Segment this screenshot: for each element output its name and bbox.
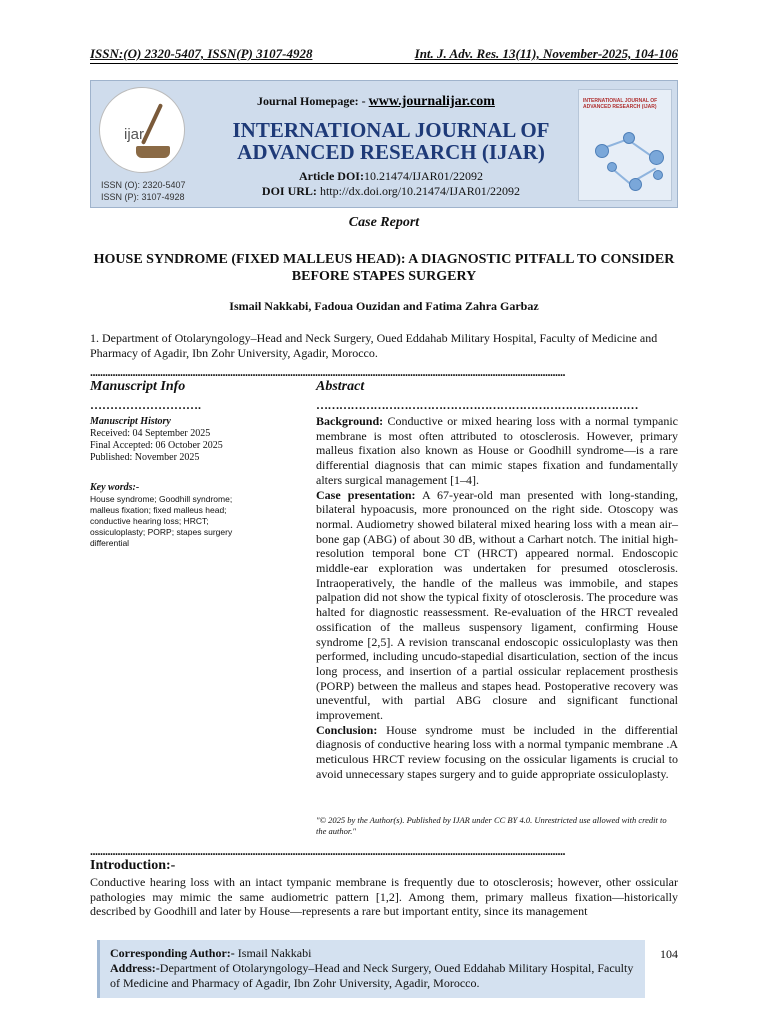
homepage-label: Journal Homepage: -: [257, 94, 366, 108]
article-type: Case Report: [348, 215, 420, 230]
doi-block: [211, 169, 571, 199]
issn-line: ISSN:(O) 2320-5407, ISSN(P) 3107-4928: [90, 46, 313, 61]
manuscript-history: [90, 416, 223, 464]
journal-cover: [578, 89, 672, 201]
journal-homepage: [257, 94, 495, 110]
article-affiliation: 1. Department of Otolaryngology–Head and Neck Surgery, Oued Eddahab Military Hospital, Faculty of Medicine and Pharmacy of Agadir, Ibn Zohr University, Agadir, Morocco.: [90, 331, 658, 360]
manuscript-info-divider: ……………………….: [90, 398, 201, 412]
molecule-atom: [595, 144, 609, 158]
case-label: Case presentation:: [316, 487, 416, 502]
address-text: Department of Otolaryngology–Head and Neck Surgery, Oued Eddahab Military Hospital, Faculty of Medicine and Pharmacy of Agadir, Ibn Zohr University, Agadir, Morocco.: [110, 961, 634, 990]
keywords-heading: Key words:-: [90, 482, 140, 493]
book-icon: [136, 146, 170, 158]
journal-name: [211, 119, 571, 163]
journal-name-line2: ADVANCED RESEARCH (IJAR): [237, 140, 545, 164]
molecule-atom: [623, 132, 635, 144]
banner-issn-print: ISSN (P): 3107-4928: [101, 192, 185, 202]
journal-name-line1: INTERNATIONAL JOURNAL OF: [232, 118, 550, 142]
running-header: [90, 46, 678, 62]
article-title: HOUSE SYNDROME (FIXED MALLEUS HEAD): A DIAGNOSTIC PITFALL TO CONSIDER BEFORE STAPES SURGERY: [93, 252, 675, 284]
molecule-atom: [607, 162, 617, 172]
article-authors: Ismail Nakkabi, Fadoua Ouzidan and Fatima Zahra Garbaz: [229, 299, 539, 313]
introduction-heading: Introduction:-: [90, 858, 176, 873]
conclusion-text: House syndrome must be included in the differential diagnosis of conductive hearing loss with a normal tympanic membrane .A meticulous HRCT review focusing on the ossicular ligaments is crucial to avoid unnecessary stapes surgery and to guide appropriate ossiculoplasty.: [316, 722, 678, 781]
journal-banner: [90, 80, 678, 208]
banner-issn: [101, 179, 186, 203]
doi-label: Article DOI:: [299, 169, 364, 183]
doi-url-link[interactable]: http://dx.doi.org/10.21474/IJAR01/22092: [319, 184, 521, 198]
background-label: Background:: [316, 414, 384, 428]
abstract-divider: …………………………………………………………………………: [316, 398, 638, 412]
corresponding-author-box: [97, 940, 645, 998]
header-rule: [90, 63, 678, 64]
manuscript-info-heading: Manuscript Info: [90, 379, 186, 394]
abstract-case: [316, 488, 678, 723]
homepage-link[interactable]: www.journalijar.com: [368, 94, 495, 109]
background-text: Conductive or mixed hearing loss with a normal tympanic membrane is most often attributed to otosclerosis. However, primary malleus fixation also known as House or Goodhill syndrome—is a rare differential diagnosis that can mimic stapes fixation and fundamentally alters surgical management [1–4].: [316, 414, 679, 487]
accepted-date: Final Accepted: 06 October 2025: [90, 440, 223, 451]
molecule-atom: [649, 150, 664, 165]
cover-title: INTERNATIONAL JOURNAL OF ADVANCED RESEARCH (IJAR): [583, 98, 658, 110]
page-number: 104: [660, 947, 678, 961]
address-label: Address:-: [110, 961, 160, 975]
journal-logo: [99, 87, 185, 173]
abstract-body: [316, 414, 678, 782]
molecule-atom: [629, 178, 642, 191]
corr-label: Corresponding Author:-: [110, 946, 235, 960]
doi-value: 10.21474/IJAR01/22092: [363, 169, 483, 183]
case-text: A 67-year-old man presented with long-standing, bilateral hypoacusis, more pronounced on the right side. Otoscopy was normal. Audiometry showed bilateral mixed hearing loss with a mean air–bone gap (ABG) of about 30 dB, without a Carhart notch. The initial high-resolution temporal bone CT (HRCT) appeared normal. Endoscopic middle-ear exploration was undertaken for presumed otosclerosis. Intraoperatively, the handle of the malleus was immobile, and stapes palpation did not show the typical fixity of otosclerosis. The procedure was halted for diagnostic reassessment. Re-evaluation of the HRCT revealed ossification of the malleus suspensory ligament, confirming House syndrome [2,5]. A revision transcanal endoscopic ossiculoplasty was then performed, including uncudo-stapedial disarticulation, section of the incus long process, and insertion of a partial ossicular replacement prosthesis (PORP) between the malleus and stapes head. Postoperative recovery was uneventful, with partial ABG closure and significant functional improvement.: [316, 487, 678, 723]
logo-text: ijar: [124, 126, 145, 143]
abstract-heading: Abstract: [316, 379, 365, 394]
abstract-conclusion: [316, 723, 678, 782]
section-divider: ..............................................................................................................................................................................................: [90, 366, 565, 379]
license-note: "© 2025 by the Author(s). Published by IJAR under CC BY 4.0. Unrestricted use allowed with credit to the author.": [316, 815, 667, 836]
history-heading: Manuscript History: [90, 416, 171, 427]
conclusion-label: Conclusion:: [316, 722, 378, 737]
doi-url-label: DOI URL:: [261, 184, 317, 198]
abstract-background: [316, 414, 678, 488]
published-date: Published: November 2025: [90, 452, 200, 463]
citation-line: Int. J. Adv. Res. 13(11), November-2025, 104-106: [414, 46, 678, 61]
received-date: Received: 04 September 2025: [90, 428, 211, 439]
introduction-text: Conductive hearing loss with an intact tympanic membrane is frequently due to otosclerosis; however, other ossicular pathologies may mimic the same audiometric pattern [1,2]. Among them, primary malleus fixation—historically described by Goodhill and later by House—represents a rare but important entity, since its management: [90, 875, 678, 918]
feather-icon: [141, 103, 163, 145]
banner-issn-online: ISSN (O): 2320-5407: [101, 180, 186, 190]
molecule-atom: [653, 170, 663, 180]
keywords-list: House syndrome; Goodhill syndrome; malleus fixation; fixed malleus head; conductive hearing loss; HRCT; ossiculoplasty; PORP; stapes surgery differential: [90, 494, 233, 548]
section-divider: ..............................................................................................................................................................................................: [90, 845, 565, 858]
corr-name: Ismail Nakkabi: [237, 946, 312, 960]
